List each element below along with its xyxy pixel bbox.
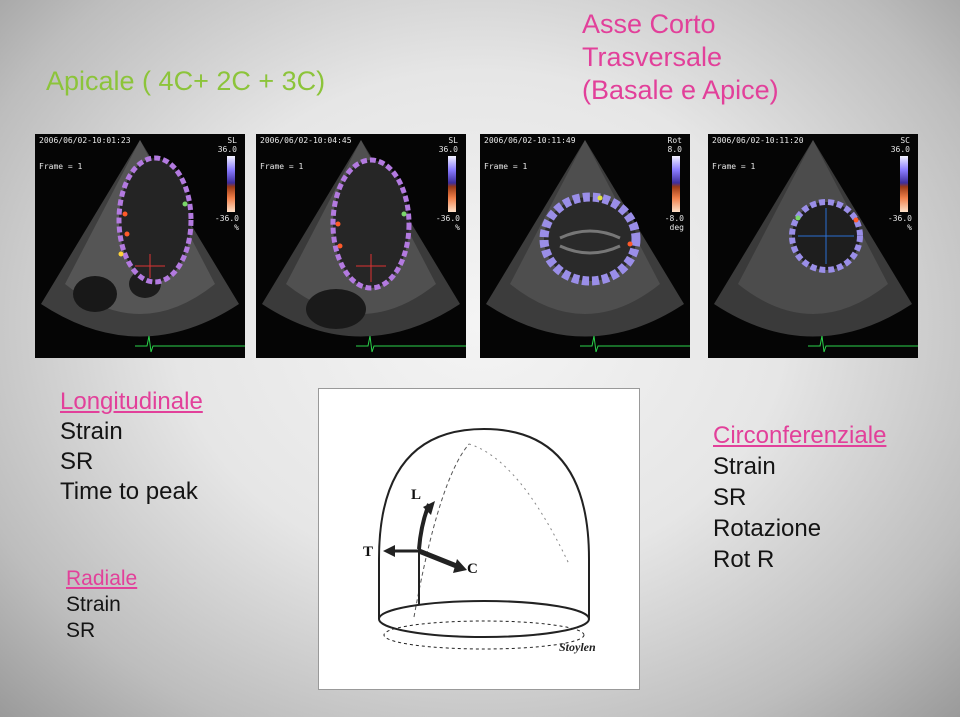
panel-param-min: -36.0 [435, 214, 460, 223]
panel-frame: Frame = 1 [712, 162, 756, 171]
longitudinal-item: SR [60, 448, 94, 475]
color-scale-bar [448, 156, 456, 212]
radial-list [66, 566, 137, 644]
panel-min [215, 214, 239, 232]
panel-frame: Frame = 1 [260, 162, 304, 171]
panel-frame: Frame = 1 [39, 162, 83, 171]
diagram-signature: Stoylen [559, 640, 596, 654]
panel-param-unit: % [234, 223, 239, 232]
title-short-axis-line-1: Asse Corto [582, 9, 716, 39]
panel-param-max: 8.0 [667, 145, 682, 154]
panel-param-max: 36.0 [438, 145, 458, 154]
panel-min [888, 214, 912, 232]
diagram-label-t: T [363, 544, 374, 560]
circumferential-item: Rotazione [713, 515, 822, 542]
circumferential-list [713, 420, 886, 575]
color-scale-bar [672, 156, 680, 212]
panel-timestamp: 2006/06/02-10:11:20 [712, 136, 804, 145]
panel-param-unit: % [455, 223, 460, 232]
title-short-axis [582, 8, 779, 107]
longitudinal-item: Time to peak [60, 478, 198, 505]
panel-param-max: 36.0 [890, 145, 910, 154]
circumferential-item: Strain [713, 453, 776, 480]
title-short-axis-line-2: Trasversale [582, 42, 723, 72]
panel-param [439, 136, 458, 154]
panel-param-unit: deg [669, 223, 684, 232]
circumferential-header: Circonferenziale [713, 422, 887, 449]
panel-timestamp: 2006/06/02-10:04:45 [260, 136, 352, 145]
color-scale-bar [900, 156, 908, 212]
panel-param-min: -36.0 [214, 214, 239, 223]
panel-param [218, 136, 237, 154]
radial-header: Radiale [66, 567, 138, 590]
panel-param-name: SL [448, 136, 458, 145]
title-short-axis-line-3: (Basale e Apice) [582, 75, 779, 105]
echo-panel-apical-4c [35, 134, 245, 358]
title-apical: Apicale ( 4C+ 2C + 3C) [46, 66, 326, 96]
panel-min [665, 214, 684, 232]
circumferential-item: SR [713, 484, 747, 511]
panel-param-unit: % [907, 223, 912, 232]
panel-param [668, 136, 682, 154]
panel-param-min: -8.0 [664, 214, 684, 223]
longitudinal-header: Longitudinale [60, 388, 203, 415]
panel-frame: Frame = 1 [484, 162, 528, 171]
panel-param [891, 136, 910, 154]
echo-panel-apical-2c [256, 134, 466, 358]
diagram-label-c: C [467, 561, 478, 577]
panel-param-max: 36.0 [217, 145, 237, 154]
diagram-label-l: L [411, 487, 422, 503]
echo-panel-short-axis-rotation [480, 134, 690, 358]
radial-item: Strain [66, 593, 121, 616]
panel-param-name: SL [227, 136, 237, 145]
panel-param-name: Rot [667, 136, 682, 145]
ventricle-diagram [319, 389, 639, 689]
panel-timestamp: 2006/06/02-10:11:49 [484, 136, 576, 145]
heart-strain-diagram [318, 388, 640, 690]
longitudinal-list [60, 387, 203, 507]
color-scale-bar [227, 156, 235, 212]
panel-param-name: SC [900, 136, 910, 145]
echo-panel-short-axis-circumferential [708, 134, 918, 358]
panel-param-min: -36.0 [887, 214, 912, 223]
panel-min [436, 214, 460, 232]
panel-timestamp: 2006/06/02-10:01:23 [39, 136, 131, 145]
longitudinal-item: Strain [60, 418, 123, 445]
circumferential-item: Rot R [713, 546, 775, 573]
radial-item: SR [66, 619, 96, 642]
